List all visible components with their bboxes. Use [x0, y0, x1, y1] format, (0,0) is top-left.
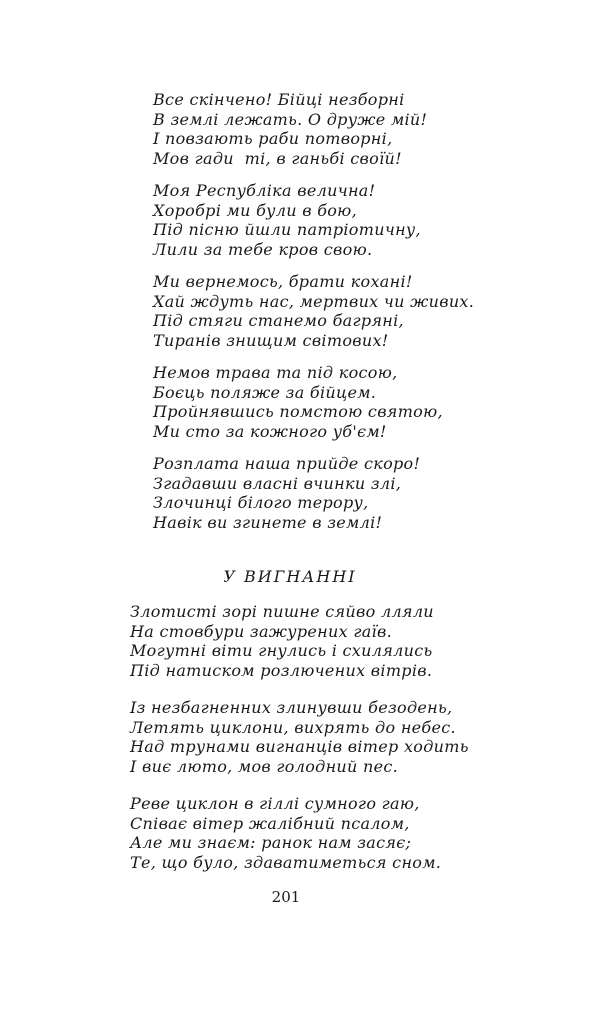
verse-line: Реве циклон в гіллі сумного гаю, [130, 794, 420, 813]
stanza [153, 454, 474, 532]
verse-line: Над трунами вигнанців вітер ходить [130, 737, 469, 756]
stanza [153, 90, 474, 168]
verse-line: Злочинці білого терору, [153, 493, 369, 512]
verse-line: Співає вітер жалібний псалом, [130, 813, 410, 833]
verse-line: І повзають раби потворні, [153, 129, 393, 148]
poem-title: У ВИГНАННІ [223, 567, 357, 586]
verse-line: Згадавши власні вчинки злі, [153, 473, 402, 493]
stanza [153, 272, 474, 350]
verse-line: Мов гади ті, в ганьбі своїй! [153, 148, 402, 168]
verse-line: Могутні віти гнулись і схилялись [130, 641, 433, 660]
verse-line: Розплата наша прийде скоро! [153, 454, 421, 473]
verse-line: Все скінчено! Бійці незборні [153, 90, 405, 109]
verse-line: Пройнявшись помстою святою, [153, 402, 443, 421]
verse-line: Лили за тебе кров свою. [153, 239, 373, 259]
page-number: 201 [271, 888, 301, 906]
verse-line: Із незбагненних злинувши безодень, [130, 698, 453, 717]
verse-line: Хай ждуть нас, мертвих чи живих. [153, 291, 475, 311]
poem-1 [153, 90, 474, 545]
verse-line: В землі лежать. О друже мій! [153, 109, 428, 129]
verse-line: Під стяги станемо багряні, [153, 311, 404, 330]
verse-line: Ми сто за кожного уб'єм! [153, 421, 387, 441]
verse-line: Ми вернемось, брати кохані! [153, 272, 413, 291]
verse-line: Немов трава та під косою, [153, 363, 398, 382]
verse-line: Хоробрі ми були в бою, [153, 200, 357, 220]
verse-line: Летять циклони, вихрять до небес. [130, 717, 456, 737]
poem-2 [130, 602, 469, 890]
verse-line: Злотисті зорі пишне сяйво лляли [130, 602, 434, 621]
verse-line: На стовбури зажурених гаїв. [130, 621, 392, 641]
stanza [153, 181, 474, 259]
verse-line: Під натиском розлючених вітрів. [130, 660, 433, 680]
stanza [130, 794, 469, 872]
verse-line: Моя Республіка велична! [153, 181, 376, 200]
stanza [130, 602, 469, 680]
stanza [153, 363, 474, 441]
verse-line: Тиранів знищим світових! [153, 330, 389, 350]
stanza [130, 698, 469, 776]
verse-line: Під пісню йшли патріотичну, [153, 220, 421, 239]
verse-line: Боєць поляже за бійцем. [153, 382, 377, 402]
verse-line: І виє люто, мов голодний пес. [130, 756, 399, 776]
verse-line: Те, що було, здаватиметься сном. [130, 852, 442, 872]
verse-line: Навік ви згинете в землі! [153, 512, 383, 532]
verse-line: Але ми знаєм: ранок нам засяє; [130, 833, 412, 852]
